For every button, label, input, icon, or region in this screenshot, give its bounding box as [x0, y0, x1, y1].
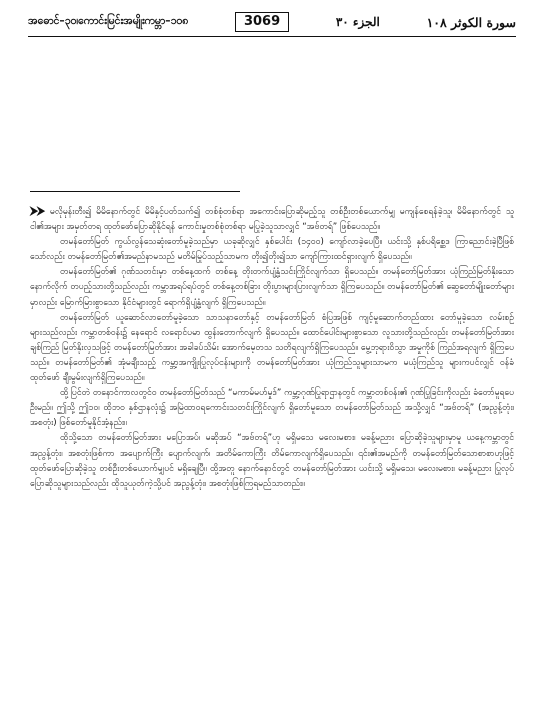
footnote-body [30, 203, 514, 492]
header-title: အဓောင်–၃၀၊ကောင်းမြင်းအမျိုးကမ္ဘာ–၁၀၈ [28, 14, 189, 27]
footnote-paragraph [30, 203, 514, 235]
footnote-paragraph: တမန်တော်မြတ် ကွယ်လွန်သေဆုံးတော်မူခဲ့သည်မှာ ယခုဆိုလျှင် နှစ်ပေါင်း (၁၄၀၀) ကျော်လာခဲ့ပေပြီ။ ယင်းသို့ နှစ်ပရိစ္ဆေဒ ကြာညောင်းခဲ့ပြီဖြစ်သော်လည်း တမန်တော်မြတ်၏အမည်နာမသည် မတိမ်မြုပ်သည့်သာမက တိုး၍တိုး၍သာ ကျော်ကြားထင်ရှားလျက် ရှိပေသည်။ [30, 237, 514, 263]
header-divider [28, 36, 516, 37]
footnote-paragraph: ထို့ပြင်တဲ တနောင်ကာလတွင်ဝ တမန်တော်မြတ်သည် “မကာမ်မဟ်မှုဒ်” ကမ္ဘာ့ဂုဏ်ပြုရာဌာနတွင် ကမ္ဘာတစ်ဝန်း၏ ဂုဏ်ပြုခြင်းကိုလည်း ခံတော်မူရပေဦးမည်။ ဤသို့ ဤ၁ဝ၊ ထိုဘဝ နှစ်ဌာနလုံး၌ အမြဲထာဝရကောင်းသတင်းကြိုင်လျက် ရှိတော်မူသော တမန်တော်မြတ်သည် အသို့လျှင် “အဗ်တရ်” (အညွန့်တုံး၊ အစတုံး) ဖြစ်တော်မူနိုင်အံ့နည်း။ [30, 388, 514, 429]
paragraph-text: မလိုမုန်းတီး၍ မိမိနောက်တွင် မိမိနှင့်ပတ်သက်၍ တစ်စုံတစ်ရာ အကောင်းပြောဆိုမည့်သူ တစ်ဦးတစ်ယောက်မျှ မကျန်စေရန်ခဲ့သူ၊ မိမိနောက်တွင် သူငါ၏အများ အမှတ်တရ ထုတ်ဖော်ပြောဆိုနိုင်ရန် ကောင်းမှုတစ်စုံတစ်ရာ မပြုခဲ့သူသာလျှင် “အဗ်တရ်” ဖြစ်ပေသည်။ [30, 207, 514, 233]
double-arrow-icon: ⮞⮞ [30, 204, 44, 217]
footnote-paragraph: ထိုသို့သော တမန်တော်မြတ်အား မပြောအပ်၊ မဆိုအပ် “အဗ်တရ်”ဟု မရှိမသေ မလေးမစား၊ မခန့်မညား ပြောဆိုခဲ့သူများမှာမူ ယနေ့ကမ္ဘာတွင် အညွန့်တုံး၊ အစတုံးဖြစ်ကာ အပျောက်ကြီး ပျောက်လျက်၊ အတိမ်ကောကြီး တိမ်ကောလျက်ရှိပေသည်။ ၎င်း၏အမည်ကို တမန်တော်မြတ်သောစာစာဟုဖြင့် ထုတ်ဖော်ပြောဆိုခဲ့သူ တစ်ဦးတစ်ယောက်မျှပင် မရှိချေပြီ။ ထို့အတူ နောက်နောင်တွင် တမန်တော်မြတ်အား ယင်းသို့ မရှိမသေ၊ မလေးမစား၊ မခန့်မညား ပြုလုပ်ပြောဆိုသူများသည်လည်း ထိုသူယုတ်ကဲ့သို့ပင် အညွန့်တုံး၊ အစတုံးဖြစ်ကြရမည်သာတည်း။ [30, 433, 514, 489]
running-header [28, 10, 516, 34]
header-surah: سورة الكوثر ١٠٨ [426, 14, 516, 30]
page-number: 3069 [235, 12, 289, 32]
header-juz: الجزء ٣٠ [335, 15, 380, 29]
footnote-paragraph: တမန်တော်မြတ်၏ ဂုဏ်သတင်းမှာ တစ်နေ့ထက် တစ်နေ့ တိုးတက်ပျံ့နှံ့သင်းကြိုင်လျက်သာ ရှိပေသည်။ တမန်တော်မြတ်အား ယုံကြည်မြတ်နိုးသော နောက်လိုက် တပည့်သားတို့သည်လည်း ကမ္ဘာအရပ်ရပ်တွင် တစ်နေ့တစ်ခြား တိုးပွားများပြားလျက်သာ ရှိကြပေသည်။ တမန်တော်မြတ်၏ ဆွေတော်မျိုးတော်များမှာလည်း မြောက်မြားစွာသော နိုင်ငံများတွင် ရောက်ရှိပျံ့နှံ့လျက် ရှိကြပေသည်။ [30, 267, 514, 308]
footnote-separator [30, 191, 240, 192]
footnote-paragraph: တမန်တော်မြတ် ယူဆောင်လာတော်မူခဲ့သော သာသနာတော်နှင့် တမန်တော်မြတ် စံပြအဖြစ် ကျင့်မူဆောက်တည်ထား တော်မူခဲ့သော လမ်းစဉ်များသည်လည်း ကမ္ဘာတစ်ဝန်း၌ နေရောင် လရောင်ပမာ ထွန်းတောက်လျက် ရှိပေသည်။ ထောင်ပေါင်းများစွာသော လူသားတို့သည်လည်း တမန်တော်မြတ်အား ချစ်ကြည် မြတ်နိုးလှသဖြင့် တမန်တော်မြတ်အား အခါခပ်သိမ်း အောက်မေ့တသ သတိရလျက်ရှိကြပေသည်။ မွေ့ဘုရားဝိသွာ အမှုကိုစ် ကြည်အရလျက် ရှိကြပေသည်။ တမန်တော်မြတ်၏ အုံမချီးသည့် ကမ္ဘာ့အကျိုးပြုလုပ်ငန်းများကို တမန်တော်မြတ်အား ယုံကြည်သူများသာမက မယုံကြည်သူ များကပင်လျှင် ဝန်ခံထုတ်ဖော် ချီးမွမ်းလျက်ရှိကြပေသည်။ [30, 312, 514, 384]
